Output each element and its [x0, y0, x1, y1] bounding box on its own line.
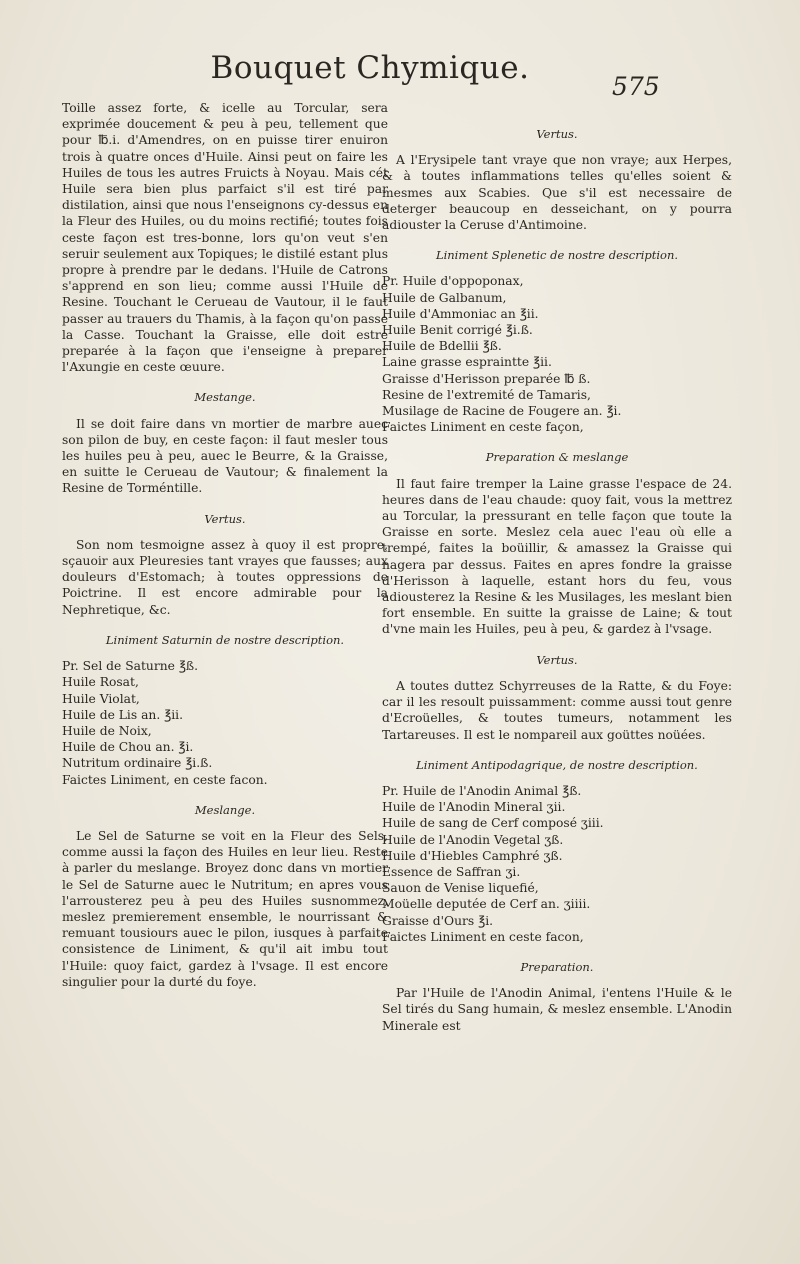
vertus-paragraph: A l'Erysipele tant vraye que non vraye; aux Herpes, & à toutes inflammations telles qu'elles soient & mesmes aux Scabies. Que s'il est necessaire de deterger beaucoup en desseichant, on y pourra adiouster la Ceruse d'Antimoine.: [382, 153, 732, 233]
heading-liniment-antipodagrique: Liniment Antipodagrique, de nostre description.: [416, 757, 698, 772]
heading-meslange: Meslange.: [194, 802, 256, 817]
recipe-line: Sauon de Venise liquefié,: [382, 881, 539, 896]
heading-vertus: Vertus.: [536, 127, 578, 141]
recipe-saturnin: [62, 658, 388, 788]
running-title: Bouquet Chymique.: [210, 50, 530, 86]
meslange-paragraph: Il se doit faire dans vn mortier de marbre auec son pilon de buy, en ceste façon: il faut mesler tous les huiles peu à peu, auec le Beurre, & la Graisse, en suitte le Cerueau de Vautour; & finalement la Resine de Torméntille.: [62, 416, 388, 496]
recipe-line: Essence de Saffran ʒi.: [382, 864, 521, 879]
recipe-line: Huile de Lis an. ℥ii.: [62, 707, 184, 722]
meslange-paragraph: Le Sel de Saturne se voit en la Fleur des Sels, comme aussi la façon des Huiles en leur lieu. Reste à parler du meslange. Broyez donc dans vn mortier le Sel de Saturne auec le Nutritum; en apres vous l'arrousterez peu à peu des Huiles susnommez, meslez premierement ensemble, le nourrissant & remuant tousiours auec le pilon, iusques à parfaite consistence de Liniment, & qu'il ait imbu tout l'Huile: quoy faict, gardez à l'vsage. Il est encore singulier pour la durté du foye.: [62, 828, 388, 989]
recipe-line: Huile d'Ammoniac an ℥ii.: [382, 306, 539, 321]
recipe-line: Huile d'Hiebles Camphré ʒß.: [382, 848, 563, 863]
right-column: [382, 100, 732, 1038]
recipe-line: Pr. Huile d'oppoponax,: [382, 274, 524, 289]
recipe-line: Resine de l'extremité de Tamaris,: [382, 387, 591, 402]
recipe-line: Huile de l'Anodin Mineral ʒii.: [382, 800, 566, 815]
recipe-line: Faictes Liniment en ceste facon,: [382, 929, 584, 944]
recipe-line: Pr. Sel de Saturne ℥ß.: [62, 659, 199, 674]
recipe-line: Huile Violat,: [62, 691, 140, 706]
left-column: [62, 100, 388, 994]
recipe-line: Huile Rosat,: [62, 675, 139, 690]
vertus-paragraph: Son nom tesmoigne assez à quoy il est propre, sçauoir aux Pleuresies tant vrayes que fausses; aux douleurs d'Estomach; à toutes oppressions de Poictrine. Il est encore admirable pour la Nephretique, &c.: [62, 537, 388, 617]
recipe-line: Huile Benit corrigé ℥i.ß.: [382, 323, 533, 338]
heading-liniment-splenetic: Liniment Splenetic de nostre description.: [435, 248, 679, 263]
recipe-line: Huile de Noix,: [62, 723, 152, 738]
intro-paragraph: Toille assez forte, & icelle au Torcular, sera exprimée doucement & peu à peu, tellement que pour ℔.i. d'Amendres, on en puisse tirer enuiron trois à quatre onces d'Huile. Ainsi peut on faire les Huiles de tous les autres Fruicts à Noyau. Mais cét Huile sera bien plus parfaict s'il est tiré par distilation, ainsi que nous l'enseignons cy-dessus en la Fleur des Huiles, ou du moins rectifié; toutes fois ceste façon est tres-bonne, lors qu'on veut s'en seruir seulement aux Topiques; le distilé estant plus propre à prendre par le dedans. l'Huile de Catrons s'apprend en son lieu; comme aussi l'Huile de Resine. Touchant le Cerueau de Vautour, il le faut passer au trauers du Thamis, à la façon qu'on passe la Casse. Touchant la Graisse, elle doit estre preparée à la façon que i'enseigne à preparer l'Axungie en ceste œuure.: [62, 101, 388, 375]
heading-preparation: Preparation.: [520, 959, 594, 974]
recipe-line: Huile de Bdellii ℥ß.: [382, 339, 502, 354]
recipe-line: Huile de Chou an. ℥i.: [62, 740, 194, 755]
recipe-line: Huile de sang de Cerf composé ʒiii.: [382, 816, 604, 831]
recipe-line: Graisse d'Ours ℥i.: [382, 913, 494, 928]
heading-preparation-meslange: Preparation & meslange: [485, 450, 629, 465]
preparation-paragraph: Par l'Huile de l'Anodin Animal, i'entens l'Huile & le Sel tirés du Sang humain, & meslez ensemble. L'Anodin Minerale est: [382, 986, 732, 1033]
heading-vertus: Vertus.: [204, 511, 246, 526]
preparation-paragraph: Il faut faire tremper la Laine grasse l'espace de 24. heures dans de l'eau chaude: quoy fait, vous la mettrez au Torcular, la pressurant en telle façon que toute la Graisse en sorte. Meslez cela auec l'eau où elle a trempé, faites la boüillir, & amassez la Graisse qui nagera par dessus. Faites en apres fondre la graisse d'Herisson à laquelle, estant hors du feu, vous adiousterez la Resine & les Musilages, les meslant bien fort ensemble. En suitte la graisse de Laine; & tout d'vne main les Huiles, peu à peu, & gardez à l'vsage.: [382, 476, 732, 637]
recipe-line: Laine grasse espraintte ℥ii.: [382, 355, 552, 370]
recipe-line: Huile de l'Anodin Vegetal ʒß.: [382, 832, 564, 847]
recipe-line: Nutritum ordinaire ℥i.ß.: [62, 756, 213, 771]
heading-vertus: Vertus.: [536, 652, 578, 667]
recipe-line: Musilage de Racine de Fougere an. ℥i.: [382, 404, 622, 419]
recipe-line: Moüelle deputée de Cerf an. ʒiiii.: [382, 897, 591, 912]
recipe-line: Graisse d'Herisson preparée ℔ ß.: [382, 371, 591, 386]
heading-meslange: Mestange.: [194, 390, 256, 405]
recipe-line: Huile de Galbanum,: [382, 290, 507, 305]
recipe-line: Faictes Liniment en ceste façon,: [382, 420, 584, 435]
recipe-antipodagrique: [382, 783, 732, 945]
vertus-paragraph: A toutes duttez Schyrreuses de la Ratte, & du Foye: car il les resoult puissamment: comme aussi tout genre d'Ecroüelles, & toutes tumeurs, notamment les Tartareuses. Il est le nompareil aux goüttes noüées.: [382, 678, 732, 742]
page-number: 575: [612, 72, 660, 101]
heading-liniment-saturnin: Liniment Saturnin de nostre description.: [105, 632, 345, 647]
recipe-line: Pr. Huile de l'Anodin Animal ℥ß.: [382, 783, 582, 798]
recipe-splenetic: [382, 273, 732, 435]
recipe-line: Faictes Liniment, en ceste facon.: [62, 772, 268, 787]
